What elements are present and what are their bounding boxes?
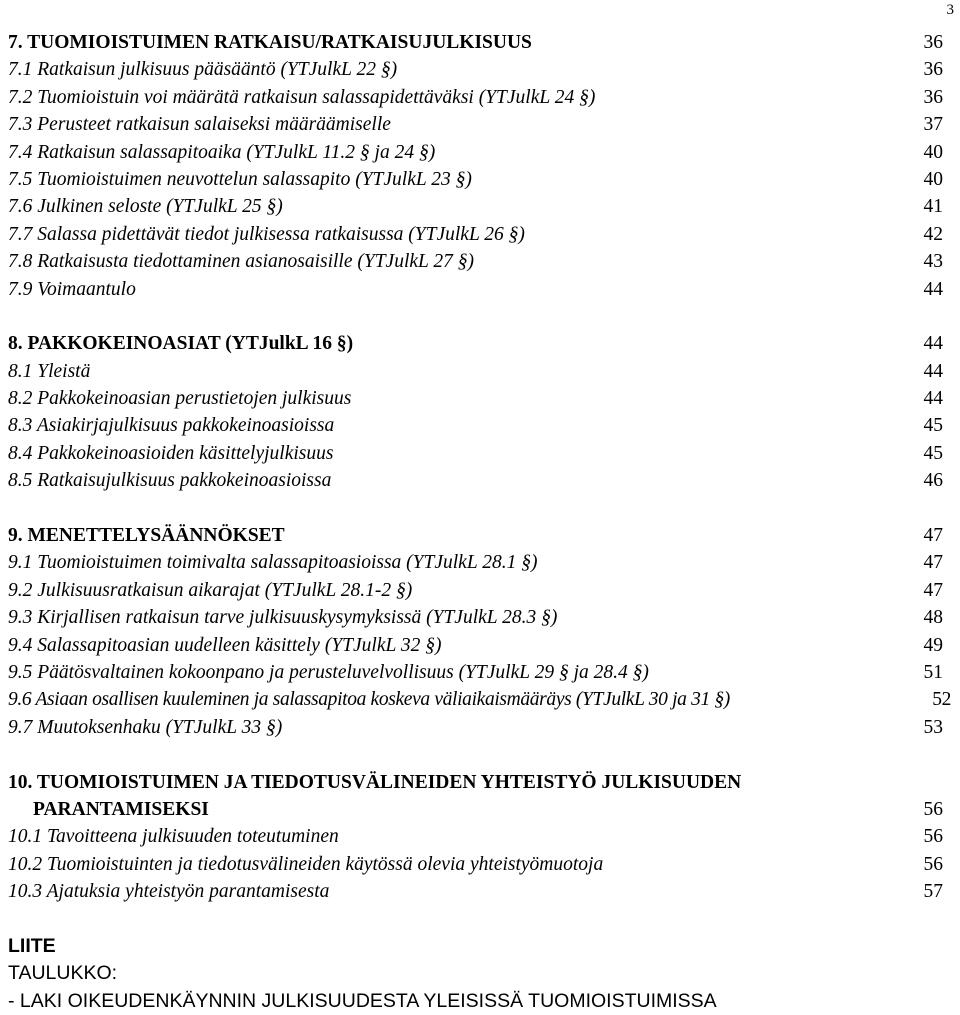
toc-item-title: 8.5 Ratkaisujulkisuus pakkokeinoasioissa [8,470,332,492]
toc-item-7-2[interactable] [8,84,943,111]
toc-item-8-4[interactable] [8,440,943,467]
toc-page-number: 41 [923,196,943,218]
toc-page-number: 43 [923,251,943,273]
toc-item-title: 7.5 Tuomioistuimen neuvottelun salassapito (YTJulkL 23 §) [8,168,472,190]
table-of-contents [8,29,951,1015]
toc-item-10-2[interactable] [8,851,943,878]
toc-item-title: 7.8 Ratkaisusta tiedottaminen asianosaisille (YTJulkL 27 §) [8,251,475,273]
toc-item-10-1[interactable] [8,823,943,850]
toc-item-title: 7.1 Ratkaisun julkisuus pääsääntö (YTJulkL 22 §) [8,59,398,81]
toc-page-number: 57 [923,881,943,903]
toc-item-9-5[interactable] [8,659,943,686]
section-spacer [8,906,943,933]
toc-heading-title: 10. TUOMIOISTUIMEN JA TIEDOTUSVÄLINEIDEN YHTEISTYÖ JULKISUUDEN [8,771,742,793]
toc-item-title: 7.7 Salassa pidettävät tiedot julkisessa ratkaisussa (YTJulkL 26 §) [8,223,525,245]
toc-page-number: 44 [923,278,943,300]
toc-page-number: 48 [923,607,943,629]
toc-page-number: 49 [923,634,943,656]
toc-item-title: 8.3 Asiakirjajulkisuus pakkokeinoasioissa [8,415,335,437]
section-spacer [8,495,943,522]
toc-page-number: 47 [923,525,943,547]
toc-heading-title: 7. TUOMIOISTUIMEN RATKAISU/RATKAISUJULKISUUS [8,32,532,53]
toc-item-title: 8.2 Pakkokeinoasian perustietojen julkisuus [8,388,352,410]
toc-item-title: 9.3 Kirjallisen ratkaisun tarve julkisuuskysymyksissä (YTJulkL 28.3 §) [8,607,558,629]
toc-item-9-4[interactable] [8,632,943,659]
toc-item-title: 9.2 Julkisuusratkaisun aikarajat (YTJulkL 28.1-2 §) [8,579,413,601]
toc-heading-7[interactable] [8,29,943,56]
toc-item-title: 7.4 Ratkaisun salassapitoaika (YTJulkL 11.2 § ja 24 §) [8,141,436,163]
toc-heading-10[interactable] [8,769,943,796]
toc-item-8-3[interactable] [8,412,943,439]
toc-item-7-4[interactable] [8,139,943,166]
toc-item-9-1[interactable] [8,549,943,576]
toc-heading-8[interactable] [8,330,943,357]
toc-heading-title: 8. PAKKOKEINOASIAT (YTJulkL 16 §) [8,333,354,355]
toc-item-7-5[interactable] [8,166,943,193]
toc-page-number: 52 [932,689,951,711]
toc-item-title: 10.3 Ajatuksia yhteistyön parantamisesta [8,881,330,903]
toc-page-number: 44 [923,333,943,355]
toc-item-title: 7.3 Perusteet ratkaisun salaiseksi määräämiselle [8,114,391,136]
toc-page-number: 53 [923,716,943,738]
toc-item-9-2[interactable] [8,577,943,604]
toc-item-8-2[interactable] [8,385,943,412]
toc-page-number: 42 [923,223,943,245]
toc-page-number: 47 [923,579,943,601]
toc-page-number: 36 [923,86,943,108]
toc-item-7-8[interactable] [8,248,943,275]
toc-item-9-3[interactable] [8,604,943,631]
toc-item-title: 9.6 Asiaan osallisen kuuleminen ja salassapitoa koskeva väliaikaismääräys (YTJulkL 30 ja 31 §) [8,689,730,711]
toc-item-8-1[interactable] [8,358,943,385]
toc-page-number: 45 [923,415,943,437]
toc-heading-10-continued[interactable] [8,796,943,823]
section-spacer [8,303,943,330]
toc-item-9-6[interactable] [8,686,951,713]
toc-item-title: 7.2 Tuomioistuin voi määrätä ratkaisun salassapidettäväksi (YTJulkL 24 §) [8,86,596,108]
toc-item-title: 9.1 Tuomioistuimen toimivalta salassapitoasioissa (YTJulkL 28.1 §) [8,552,538,574]
toc-item-8-5[interactable] [8,467,943,494]
toc-item-7-1[interactable] [8,56,943,83]
toc-item-title: 10.1 Tavoitteena julkisuuden toteutuminen [8,826,339,848]
section-spacer [8,741,943,768]
appendix-item[interactable]: - LAKI OIKEUDENKÄYNNIN JULKISUUDESTA YLEISISSÄ TUOMIOISTUIMISSA [8,989,717,1012]
appendix-heading: LIITE [8,934,56,957]
toc-page-number: 37 [923,114,943,136]
toc-item-title: 9.4 Salassapitoasian uudelleen käsittely (YTJulkL 32 §) [8,634,442,656]
toc-page-number: 40 [923,168,943,190]
appendix-label: TAULUKKO: [8,962,118,985]
toc-item-7-7[interactable] [8,221,943,248]
toc-heading-title-continued: PARANTAMISEKSI [33,798,209,820]
toc-heading-title: 9. MENETTELYSÄÄNNÖKSET [8,525,285,547]
toc-page-number: 56 [923,798,943,820]
toc-page-number: 44 [923,360,943,382]
toc-item-title: 7.9 Voimaantulo [8,278,136,300]
toc-item-title: 9.7 Muutoksenhaku (YTJulkL 33 §) [8,716,283,738]
page-number: 3 [946,2,954,18]
toc-page-number: 56 [923,853,943,875]
toc-item-title: 9.5 Päätösvaltainen kokoonpano ja perusteluvelvollisuus (YTJulkL 29 § ja 28.4 §) [8,661,649,683]
toc-page-number: 47 [923,552,943,574]
toc-page-number: 36 [923,59,943,81]
toc-item-7-9[interactable] [8,276,943,303]
toc-page-number: 40 [923,141,943,163]
toc-item-10-3[interactable] [8,878,943,905]
toc-page-number: 56 [923,826,943,848]
toc-item-title: 8.4 Pakkokeinoasioiden käsittelyjulkisuus [8,442,334,464]
toc-item-title: 7.6 Julkinen seloste (YTJulkL 25 §) [8,196,283,218]
toc-page-number: 46 [923,470,943,492]
toc-item-title: 10.2 Tuomioistuinten ja tiedotusvälineiden käytössä olevia yhteistyömuotoja [8,853,604,875]
toc-heading-9[interactable] [8,522,943,549]
toc-page-number: 51 [923,661,943,683]
toc-page-number: 45 [923,442,943,464]
toc-page-number: 44 [923,388,943,410]
toc-item-7-3[interactable] [8,111,943,138]
toc-item-7-6[interactable] [8,193,943,220]
toc-item-title: 8.1 Yleistä [8,360,91,382]
toc-page-number: 36 [923,32,943,53]
toc-item-9-7[interactable] [8,714,943,741]
